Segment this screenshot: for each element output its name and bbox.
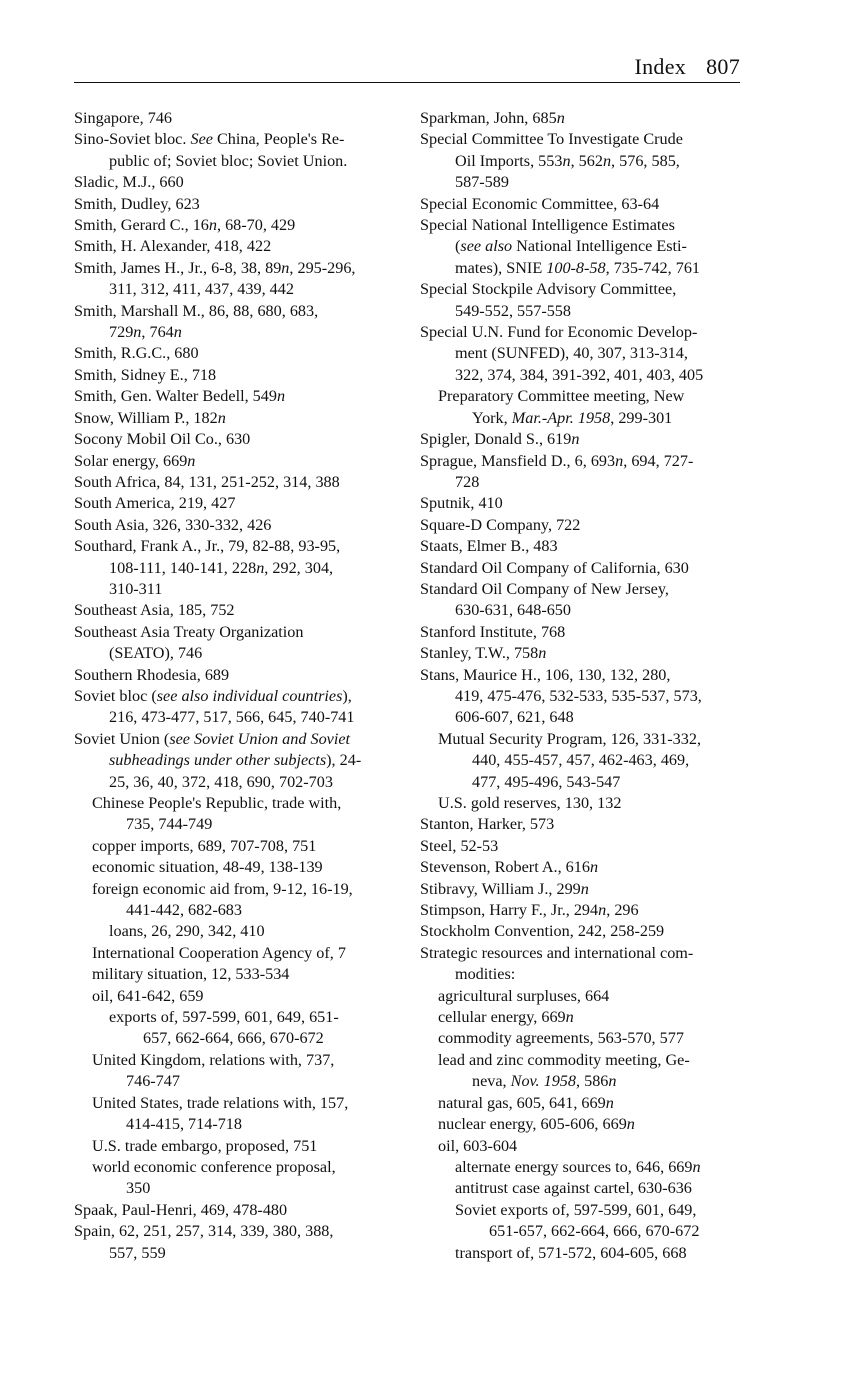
- index-entry-level-2: [420, 1136, 750, 1157]
- index-entry-continuation: [420, 172, 750, 193]
- index-text: Sino-Soviet bloc.: [74, 130, 191, 149]
- index-text: 746-747: [126, 1072, 180, 1091]
- index-text: transport of, 571-572, 604-605, 668: [455, 1243, 687, 1262]
- index-entry-continuation: [74, 1071, 404, 1092]
- index-entry-continuation: [420, 707, 750, 728]
- index-text: Oil Imports, 553: [455, 151, 563, 170]
- index-text: (SEATO), 746: [109, 644, 203, 663]
- index-entry-continuation: [74, 558, 404, 579]
- index-text-italic: Nov. 1958: [510, 1072, 576, 1091]
- index-text: Smith, Gen. Walter Bedell, 549: [74, 387, 277, 406]
- index-text: economic situation, 48-49, 138-139: [92, 858, 323, 877]
- index-text: South Africa, 84, 131, 251-252, 314, 388: [74, 472, 340, 491]
- running-head: [635, 54, 741, 80]
- index-text: Southern Rhodesia, 689: [74, 665, 230, 684]
- index-text: Stevenson, Robert A., 616: [420, 858, 590, 877]
- index-text: South Asia, 326, 330-332, 426: [74, 515, 272, 534]
- index-text: ment (SUNFED), 40, 307, 313-314,: [455, 344, 688, 363]
- index-text: natural gas, 605, 641, 669: [438, 1093, 606, 1112]
- index-text: National Intelligence Esti-: [512, 237, 687, 256]
- index-text: oil, 641-642, 659: [92, 986, 204, 1005]
- index-text: Steel, 52-53: [420, 836, 499, 855]
- index-entry-level-2: [420, 1114, 750, 1135]
- index-text: Southard, Frank A., Jr., 79, 82-88, 93-95,: [74, 537, 341, 556]
- index-text: Stanton, Harker, 573: [420, 815, 555, 834]
- index-entry-continuation: [74, 814, 404, 835]
- index-entry-level-2: [74, 964, 404, 985]
- index-text: 311, 312, 411, 437, 439, 442: [109, 280, 294, 299]
- index-text-italic: n: [556, 109, 565, 127]
- index-entry-level-2: [74, 986, 404, 1007]
- index-text: 587-589: [455, 173, 509, 192]
- index-text: Smith, Gerard C., 16: [74, 216, 209, 235]
- index-entry-level-1: [74, 365, 404, 386]
- index-entry-level-1: [420, 493, 750, 514]
- index-entry-level-1: [420, 536, 750, 557]
- index-entry-level-1: [74, 258, 404, 279]
- index-text: alternate energy sources to, 646, 669: [455, 1157, 693, 1176]
- index-text: , 586: [576, 1072, 609, 1091]
- index-text: , 292, 304,: [264, 558, 334, 577]
- index-entry-continuation: [74, 900, 404, 921]
- index-entry-continuation: [74, 322, 404, 343]
- index-text-italic: n: [608, 1072, 617, 1091]
- index-text: Special Economic Committee, 63-64: [420, 194, 660, 213]
- index-text-italic: Mar.-Apr. 1958: [511, 408, 611, 427]
- index-text: Stimpson, Harry F., Jr., 294: [420, 901, 599, 920]
- index-text: Soviet bloc (: [74, 686, 157, 705]
- index-entry-level-1: [420, 665, 750, 686]
- index-text-italic: n: [133, 323, 142, 342]
- index-entry-level-2: [74, 1093, 404, 1114]
- index-entry-continuation: [74, 579, 404, 600]
- index-text: Solar energy, 669: [74, 451, 188, 470]
- index-text: lead and zinc commodity meeting, Ge-: [438, 1050, 690, 1069]
- index-entry-level-2: [74, 879, 404, 900]
- index-text: ), 24-: [326, 751, 362, 770]
- index-text: Singapore, 746: [74, 109, 173, 127]
- index-entry-level-1: [74, 729, 404, 750]
- index-text: , 562: [570, 151, 603, 170]
- index-text-italic: n: [538, 644, 547, 663]
- index-text-italic: n: [580, 879, 589, 898]
- index-text: military situation, 12, 533-534: [92, 965, 290, 984]
- index-text: Standard Oil Company of California, 630: [420, 558, 689, 577]
- index-text: Sparkman, John, 685: [420, 109, 557, 127]
- index-text: Spaak, Paul-Henri, 469, 478-480: [74, 1200, 288, 1219]
- index-text: 735, 744-749: [126, 815, 213, 834]
- index-text: Spigler, Donald S., 619: [420, 430, 572, 449]
- index-text: Square-D Company, 722: [420, 515, 581, 534]
- index-entry-level-1: [74, 686, 404, 707]
- index-text: Smith, Sidney E., 718: [74, 365, 217, 384]
- index-entry-level-1: [74, 343, 404, 364]
- index-entry-level-1: [74, 622, 404, 643]
- index-text-italic: n: [208, 216, 217, 235]
- index-text: International Cooperation Agency of, 7: [92, 943, 346, 962]
- index-text-italic: n: [281, 258, 290, 277]
- index-entry-level-2: [420, 1093, 750, 1114]
- index-text: mates), SNIE: [455, 258, 547, 277]
- index-text-italic: 100-8-58: [546, 258, 606, 277]
- index-entry-continuation: [74, 643, 404, 664]
- index-text: Smith, Dudley, 623: [74, 194, 200, 213]
- index-text: Special Committee To Investigate Crude: [420, 130, 683, 149]
- index-text: 419, 475-476, 532-533, 535-537, 573,: [455, 686, 702, 705]
- index-entry-continuation: [74, 151, 404, 172]
- index-text-italic: n: [565, 1008, 574, 1027]
- index-entry-continuation: [420, 343, 750, 364]
- index-entry-level-1: [420, 943, 750, 964]
- index-entry-level-1: [420, 108, 750, 129]
- index-text: South America, 219, 427: [74, 494, 236, 513]
- index-text-italic: n: [602, 151, 612, 170]
- index-entry-continuation: [420, 301, 750, 322]
- index-text-italic: n: [562, 151, 571, 170]
- index-entry-level-1: [420, 558, 750, 579]
- index-text: Stans, Maurice H., 106, 130, 132, 280,: [420, 665, 671, 684]
- index-text: 108-111, 140-141, 228: [109, 558, 257, 577]
- index-text-italic: see also individual countries: [156, 686, 343, 705]
- index-text: Mutual Security Program, 126, 331-332,: [438, 729, 702, 748]
- index-entry-continuation: [420, 1071, 750, 1092]
- index-entry-level-1: [420, 814, 750, 835]
- index-text: 728: [455, 472, 480, 491]
- page-header: [74, 56, 740, 83]
- index-entry-level-1: [420, 643, 750, 664]
- index-entry-level-2: [420, 1007, 750, 1028]
- index-entry-continuation: [74, 1178, 404, 1199]
- index-text: 350: [126, 1179, 151, 1198]
- index-text: York,: [472, 408, 512, 427]
- index-entry-level-1: [74, 515, 404, 536]
- index-text: cellular energy, 669: [438, 1008, 566, 1027]
- index-entry-level-1: [74, 1200, 404, 1221]
- index-entry-continuation: [74, 279, 404, 300]
- index-text-italic: see Soviet Union and Soviet: [169, 729, 351, 748]
- index-text: , 68-70, 429: [216, 216, 296, 235]
- index-entry-level-1: [420, 921, 750, 942]
- index-entry-level-1: [420, 515, 750, 536]
- index-text: United States, trade relations with, 157,: [92, 1093, 349, 1112]
- index-text: 414-415, 714-718: [126, 1115, 242, 1134]
- index-entry-continuation: [420, 750, 750, 771]
- index-text-italic: n: [615, 451, 624, 470]
- index-entry-level-1: [74, 172, 404, 193]
- index-text: ),: [342, 686, 352, 705]
- index-text: Southeast Asia Treaty Organization: [74, 622, 304, 641]
- index-entry-continuation: [420, 258, 750, 279]
- index-entry-level-3: [420, 1243, 750, 1264]
- index-text: Soviet Union (: [74, 729, 170, 748]
- index-entry-level-1: [420, 879, 750, 900]
- index-text: neva,: [472, 1072, 511, 1091]
- index-entry-level-1: [420, 579, 750, 600]
- index-text: Stockholm Convention, 242, 258-259: [420, 922, 665, 941]
- index-text: Smith, James H., Jr., 6-8, 38, 89: [74, 258, 282, 277]
- index-entry-continuation: [420, 600, 750, 621]
- index-entry-level-1: [74, 451, 404, 472]
- index-entry-level-1: [420, 215, 750, 236]
- index-text-italic: subheadings under other subjects: [109, 751, 327, 770]
- index-text-italic: n: [173, 323, 182, 342]
- index-text-italic: n: [589, 858, 599, 877]
- index-text: Strategic resources and international com-: [420, 943, 694, 962]
- index-text: Chinese People's Republic, trade with,: [92, 794, 342, 812]
- index-entry-level-2: [74, 1136, 404, 1157]
- index-text: 630-631, 648-650: [455, 601, 571, 620]
- index-text: Southeast Asia, 185, 752: [74, 601, 235, 620]
- index-text: 606-607, 621, 648: [455, 708, 574, 727]
- index-text: Spain, 62, 251, 257, 314, 339, 380, 388,: [74, 1222, 334, 1241]
- index-text: Sputnik, 410: [420, 494, 503, 513]
- index-entry-level-2: [420, 793, 750, 814]
- index-entry-continuation: [74, 1114, 404, 1135]
- index-entry-level-1: [420, 194, 750, 215]
- index-entry-level-1: [74, 194, 404, 215]
- index-text: 477, 495-496, 543-547: [472, 772, 621, 791]
- index-text: oil, 603-604: [438, 1136, 518, 1155]
- index-text-italic: n: [276, 387, 286, 406]
- index-text: , 299-301: [610, 408, 673, 427]
- index-entry-level-2: [74, 943, 404, 964]
- index-text: 310-311: [109, 579, 163, 598]
- index-text-italic: n: [187, 451, 196, 470]
- index-entry-continuation: [420, 1221, 750, 1242]
- index-text: Socony Mobil Oil Co., 630: [74, 430, 251, 449]
- index-entry-level-2: [74, 836, 404, 857]
- index-entry-continuation: [74, 772, 404, 793]
- index-entry-level-1: [74, 665, 404, 686]
- index-entry-level-1: [74, 215, 404, 236]
- index-text: world economic conference proposal,: [92, 1157, 336, 1176]
- index-entry-continuation: [74, 707, 404, 728]
- index-text: 549-552, 557-558: [455, 301, 571, 320]
- index-text: Sprague, Mansfield D., 6, 693: [420, 451, 616, 470]
- index-entry-level-1: [74, 472, 404, 493]
- index-text-italic: See: [190, 130, 213, 149]
- index-text: public of; Soviet bloc; Soviet Union.: [109, 151, 348, 170]
- index-text: 557, 559: [109, 1243, 166, 1262]
- index-text: , 576, 585,: [611, 151, 680, 170]
- index-text: (: [455, 237, 461, 256]
- index-text: United Kingdom, relations with, 737,: [92, 1050, 335, 1069]
- index-text: Smith, H. Alexander, 418, 422: [74, 237, 272, 256]
- index-entry-level-1: [74, 236, 404, 257]
- index-text: U.S. trade embargo, proposed, 751: [92, 1136, 318, 1155]
- index-entry-level-1: [74, 1221, 404, 1242]
- index-entry-level-2: [420, 729, 750, 750]
- index-entry-level-1: [420, 622, 750, 643]
- index-entry-continuation: [420, 772, 750, 793]
- index-text: Snow, William P., 182: [74, 408, 218, 427]
- index-entry-level-1: [74, 386, 404, 407]
- index-entry-level-1: [420, 451, 750, 472]
- index-entry-level-2: [74, 1050, 404, 1071]
- index-entry-level-3: [420, 1200, 750, 1221]
- index-text: Stibravy, William J., 299: [420, 879, 581, 898]
- index-text: Special Stockpile Advisory Committee,: [420, 280, 677, 299]
- index-text: antitrust case against cartel, 630-636: [455, 1179, 692, 1198]
- index-entry-continuation: [74, 1243, 404, 1264]
- index-entry-continuation: [420, 365, 750, 386]
- index-text: , 735-742, 761: [605, 258, 701, 277]
- index-text: Stanford Institute, 768: [420, 622, 566, 641]
- index-entry-level-1: [74, 493, 404, 514]
- index-entry-level-1: [420, 279, 750, 300]
- index-text: nuclear energy, 605-606, 669: [438, 1115, 627, 1134]
- running-head-title: Index: [634, 54, 687, 79]
- index-entry-level-2: [74, 793, 404, 814]
- index-text: 729: [109, 323, 134, 342]
- index-text: , 694, 727-: [623, 451, 694, 470]
- index-entry-level-1: [420, 322, 750, 343]
- index-entry-level-1: [74, 129, 404, 150]
- index-entry-level-1: [420, 429, 750, 450]
- index-text: commodity agreements, 563-570, 577: [438, 1029, 684, 1048]
- index-text: 216, 473-477, 517, 566, 645, 740-741: [109, 708, 355, 727]
- index-text-italic: n: [256, 558, 265, 577]
- index-text: Smith, R.G.C., 680: [74, 344, 199, 363]
- index-text-italic: n: [626, 1115, 635, 1134]
- index-text: Soviet exports of, 597-599, 601, 649,: [455, 1200, 697, 1219]
- index-entry-continuation: [420, 151, 750, 172]
- index-text: Sladic, M.J., 660: [74, 173, 184, 192]
- index-entry-continuation: [74, 1028, 404, 1049]
- index-text: foreign economic aid from, 9-12, 16-19,: [92, 879, 353, 898]
- index-entry-level-1: [420, 836, 750, 857]
- index-text: 657, 662-664, 666, 670-672: [143, 1029, 324, 1048]
- index-text: 441-442, 682-683: [126, 901, 242, 920]
- index-entry-continuation: [420, 964, 750, 985]
- index-text: Preparatory Committee meeting, New: [438, 387, 685, 406]
- index-entry-level-1: [74, 600, 404, 621]
- index-entry-level-1: [74, 301, 404, 322]
- index-text: China, People's Re-: [212, 130, 345, 149]
- index-text: copper imports, 689, 707-708, 751: [92, 836, 317, 855]
- index-text: Stanley, T.W., 758: [420, 644, 539, 663]
- index-entry-continuation: [420, 686, 750, 707]
- index-entry-level-2: [74, 857, 404, 878]
- index-text: , 295-296,: [289, 258, 356, 277]
- index-text: loans, 26, 290, 342, 410: [109, 922, 265, 941]
- index-text-italic: n: [571, 430, 580, 449]
- index-entry-level-1: [420, 900, 750, 921]
- index-column-right: [420, 108, 750, 1264]
- index-text: Special U.N. Fund for Economic Develop-: [420, 323, 698, 342]
- index-text: agricultural surpluses, 664: [438, 986, 610, 1005]
- index-column-left: [74, 108, 404, 1264]
- index-text: , 296: [606, 901, 639, 920]
- index-entry-level-2: [420, 986, 750, 1007]
- index-entry-level-1: [420, 857, 750, 878]
- index-entry-continuation: [420, 408, 750, 429]
- index-text-italic: n: [217, 408, 226, 427]
- index-entry-level-1: [420, 129, 750, 150]
- index-text: Staats, Elmer B., 483: [420, 537, 558, 556]
- index-entry-level-3: [420, 1178, 750, 1199]
- index-entry-level-2: [420, 1050, 750, 1071]
- index-entry-level-1: [74, 408, 404, 429]
- index-entry-level-1: [74, 429, 404, 450]
- index-entry-level-3: [420, 1157, 750, 1178]
- index-text: Standard Oil Company of New Jersey,: [420, 579, 669, 598]
- index-text: Smith, Marshall M., 86, 88, 680, 683,: [74, 301, 319, 320]
- index-text: , 764: [141, 323, 174, 342]
- index-text: Special National Intelligence Estimates: [420, 216, 675, 235]
- index-text-italic: n: [598, 901, 607, 920]
- index-text: exports of, 597-599, 601, 649, 651-: [109, 1008, 339, 1027]
- index-entry-level-2: [74, 1157, 404, 1178]
- index-entry-continuation: [420, 236, 750, 257]
- index-entry-level-3: [74, 1007, 404, 1028]
- index-entry-continuation: [74, 750, 404, 771]
- index-text-italic: n: [605, 1093, 614, 1112]
- index-entry-level-3: [74, 921, 404, 942]
- index-entry-level-2: [420, 1028, 750, 1049]
- index-text: 25, 36, 40, 372, 418, 690, 702-703: [109, 772, 333, 791]
- index-text: 322, 374, 384, 391-392, 401, 403, 405: [455, 365, 704, 384]
- index-text: 651-657, 662-664, 666, 670-672: [489, 1222, 700, 1241]
- index-text: U.S. gold reserves, 130, 132: [438, 794, 622, 812]
- index-entry-level-2: [420, 386, 750, 407]
- index-entry-level-1: [74, 108, 404, 129]
- index-text: 440, 455-457, 457, 462-463, 469,: [472, 751, 690, 770]
- index-text-italic: see also: [460, 237, 513, 256]
- index-text-italic: n: [692, 1157, 701, 1176]
- index-text: modities:: [455, 965, 516, 984]
- index-entry-level-1: [74, 536, 404, 557]
- index-entry-continuation: [420, 472, 750, 493]
- page-number: 807: [706, 54, 740, 79]
